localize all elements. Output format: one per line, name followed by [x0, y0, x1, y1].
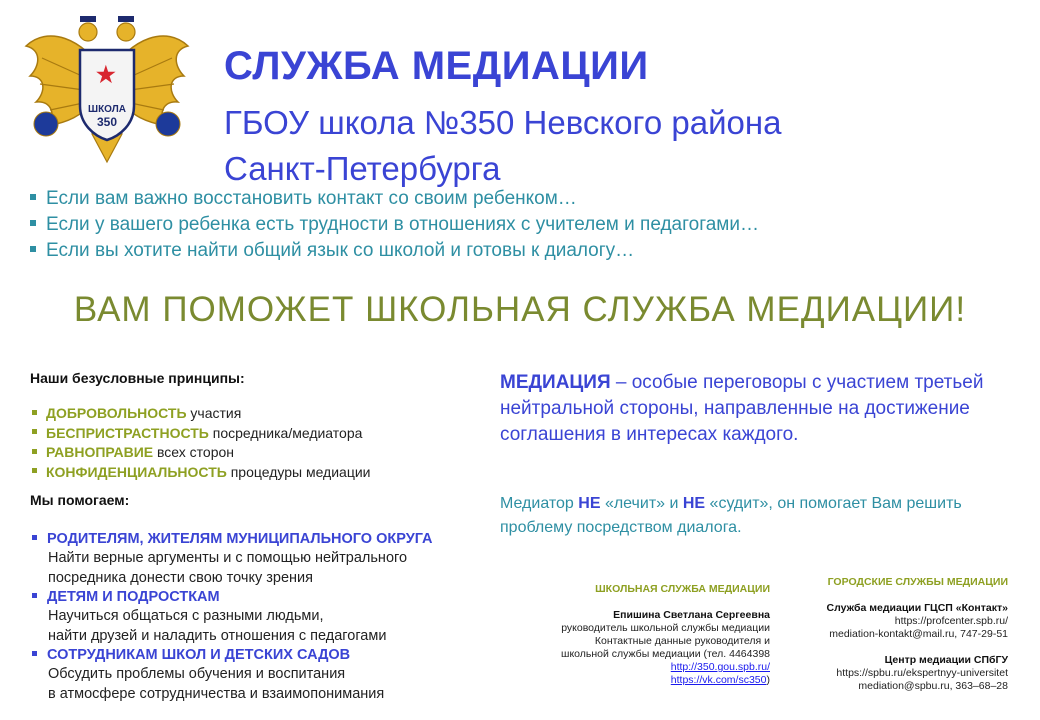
school-contacts	[470, 583, 770, 687]
help-list	[32, 530, 492, 704]
principle-item	[32, 443, 370, 463]
help-group-line: Найти верные аргументы и с помощью нейтрального	[48, 550, 408, 566]
mediator-text: Медиатор	[500, 495, 579, 512]
city-service-name: Служба медиации ГЦСП «Контакт»	[826, 602, 1008, 614]
subtitle-line-1: ГБОУ школа №350 Невского района	[224, 104, 782, 141]
principle-keyword: РАВНОПРАВИЕ	[46, 444, 154, 460]
contact-person-name: Епишина Светлана Сергеевна	[613, 609, 770, 621]
help-group-heading	[32, 588, 492, 607]
principle-text: участия	[186, 405, 242, 421]
principle-item	[32, 463, 370, 483]
mediator-note	[500, 492, 1010, 540]
help-group-line: Обсудить проблемы обучения и воспитания	[48, 666, 346, 682]
mediation-definition	[500, 370, 1010, 448]
principles-title: Наши безусловные принципы:	[30, 370, 245, 386]
contact-person-role: руководитель школьной службы медиации	[561, 622, 770, 634]
school-contacts-heading: ШКОЛЬНАЯ СЛУЖБА МЕДИАЦИИ	[595, 583, 770, 595]
help-group-line: Научиться общаться с разными людьми,	[48, 608, 324, 624]
page-subtitle	[224, 100, 944, 192]
city-contacts	[768, 576, 1008, 693]
definition-keyword: МЕДИАЦИЯ	[500, 372, 611, 393]
emblem-label-school: ШКОЛА	[88, 104, 126, 115]
help-group-line: в атмосфере сотрудничества и взаимопонимания	[48, 685, 385, 702]
emblem-label-number: 350	[96, 115, 118, 129]
intro-item-text: Если вам важно восстановить контакт со своим ребенком…	[46, 188, 577, 209]
principle-text: процедуры медиации	[226, 463, 371, 480]
city-service-name: Центр медиации СПбГУ	[884, 654, 1008, 666]
help-title: Мы помогаем:	[30, 492, 130, 508]
help-group-heading	[32, 530, 492, 549]
help-group-heading-text: СОТРУДНИКАМ ШКОЛ И ДЕТСКИХ САДОВ	[47, 647, 351, 663]
bullet-square-icon	[32, 535, 37, 540]
page-title: СЛУЖБА МЕДИАЦИИ	[224, 44, 649, 88]
principle-keyword: ДОБРОВОЛЬНОСТЬ	[46, 405, 187, 421]
contact-line: Контактные данные руководителя и	[594, 635, 770, 647]
bullet-square-icon	[32, 468, 37, 473]
city-service-url: https://profcenter.spb.ru/	[894, 615, 1008, 627]
school-emblem	[22, 6, 192, 166]
intro-item-text: Если вы хотите найти общий язык со школой и готовы к диалогу…	[46, 240, 635, 261]
definition-text: – особые переговоры с участием третьей нейтральной стороны, направленные на достижение соглашения в интересах каждого.	[500, 372, 984, 445]
intro-item	[30, 186, 1020, 212]
mediator-ne: НЕ	[682, 495, 706, 512]
help-group	[32, 530, 492, 588]
help-group-heading	[32, 646, 492, 665]
help-group	[32, 588, 492, 646]
bullet-square-icon	[30, 194, 36, 200]
mediator-text: «лечит» и	[600, 495, 683, 512]
help-group-heading-text: РОДИТЕЛЯМ, ЖИТЕЛЯМ МУНИЦИПАЛЬНОГО ОКРУГА	[47, 531, 433, 547]
principle-text: всех сторон	[153, 444, 235, 460]
svg-text:★: ★	[96, 62, 116, 87]
principle-item	[32, 404, 370, 424]
intro-item-text: Если у вашего ребенка есть трудности в отношениях с учителем и педагогами…	[46, 214, 759, 235]
help-group-line: посредника донести свою точку зрения	[48, 569, 313, 586]
intro-list	[30, 186, 1020, 264]
school-vk-link[interactable]: https://vk.com/sc350	[670, 674, 767, 686]
contact-line: школьной службы медиации (тел. 4464398	[561, 648, 770, 660]
city-contacts-heading: ГОРОДСКИЕ СЛУЖБЫ МЕДИАЦИИ	[827, 576, 1008, 588]
principle-text: посредника/медиатора	[208, 424, 363, 441]
school-site-link[interactable]: http://350.gou.spb.ru/	[670, 661, 770, 673]
bullet-square-icon	[32, 593, 37, 598]
slogan-heading: ВАМ ПОМОЖЕТ ШКОЛЬНАЯ СЛУЖБА МЕДИАЦИИ!	[73, 290, 967, 329]
principle-keyword: КОНФИДЕНЦИАЛЬНОСТЬ	[46, 463, 227, 480]
help-group	[32, 646, 492, 704]
subtitle-line-2: Санкт-Петербурга	[224, 150, 501, 187]
bullet-square-icon	[32, 410, 37, 415]
city-service-url: https://spbu.ru/ekspertnyy-universitet	[836, 667, 1008, 679]
principle-keyword: БЕСПРИСТРАСТНОСТЬ	[46, 424, 209, 441]
bullet-square-icon	[32, 651, 37, 656]
principle-item	[32, 424, 370, 444]
city-service-contact: mediation@spbu.ru, 363–68–28	[858, 680, 1008, 692]
help-group-line: найти друзей и наладить отношения с педагогами	[48, 627, 387, 644]
bullet-square-icon	[32, 429, 37, 434]
contact-close-paren: )	[766, 674, 770, 686]
bullet-square-icon	[32, 449, 37, 454]
intro-item	[30, 212, 1020, 238]
help-group-heading-text: ДЕТЯМ И ПОДРОСТКАМ	[47, 589, 220, 605]
bullet-square-icon	[30, 246, 36, 252]
city-service-contact: mediation-kontakt@mail.ru, 747-29-51	[829, 628, 1008, 640]
principles-list	[32, 404, 370, 482]
mediator-text: «судит», он помогает Вам решить проблему посредством диалога.	[500, 495, 962, 536]
intro-item	[30, 238, 1020, 264]
bullet-square-icon	[30, 220, 36, 226]
mediator-ne: НЕ	[578, 495, 601, 512]
